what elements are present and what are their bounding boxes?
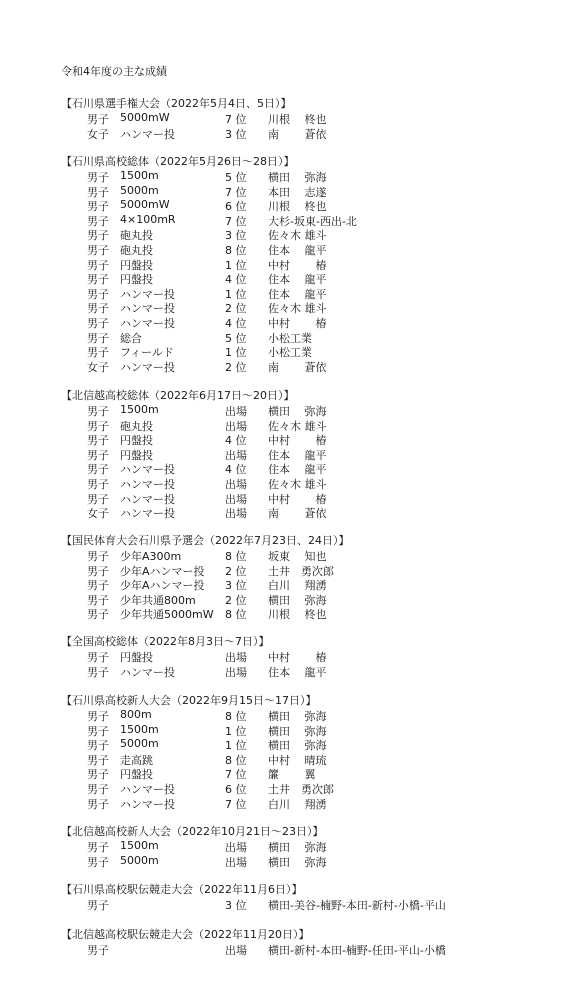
gender-cell: 男子 [87,797,109,811]
event-cell: ハンマー投 [120,302,175,316]
result-cell: 4 位 [225,317,247,330]
result-cell: 2 位 [225,564,247,578]
gender-cell: 男子 [87,855,109,869]
result-cell: 4 位 [225,273,247,287]
event-cell: 砲丸投 [120,419,153,433]
name-cell: 土井 勇次郎 [268,783,334,796]
result-cell: 7 位 [225,113,247,126]
result-cell: 2 位 [225,302,247,316]
event-cell: ハンマー投 [120,317,175,330]
name-cell: 横田 弥海 [268,171,327,184]
name-cell: 住本 龍平 [268,463,327,477]
name-cell: 坂東 知也 [268,550,327,563]
event-cell: 円盤投 [120,768,153,782]
gender-cell: 男子 [87,171,109,184]
event-cell: 5000m [120,853,159,867]
event-cell: 1500m [120,169,159,182]
event-cell: 円盤投 [120,434,153,448]
name-cell: 住本 龍平 [268,244,327,257]
name-cell: 簾 翼 [268,768,316,782]
name-cell: 本田 志遂 [268,185,327,199]
result-cell: 2 位 [225,593,247,607]
name-cell: 横田 弥海 [268,710,327,723]
gender-cell: 男子 [87,200,109,214]
event-cell: 円盤投 [120,651,153,664]
event-cell: 少年Aハンマー投 [120,564,205,578]
name-cell: 佐々木 雄斗 [268,302,327,316]
name-cell: 横田 弥海 [268,724,327,738]
event-cell: 1500m [120,839,159,852]
gender-cell: 男子 [87,317,109,330]
gender-cell: 女子 [87,360,109,374]
event-cell: 800m [120,708,152,721]
gender-cell: 男子 [87,229,109,243]
result-cell: 8 位 [225,550,247,563]
result-cell: 3 位 [225,229,247,243]
name-cell: 大杉-坂東-西出-北 [268,214,357,228]
gender-cell: 男子 [87,841,109,854]
event-cell: ハンマー投 [120,287,175,301]
event-cell: 少年共通5000mW [120,608,214,622]
gender-cell: 男子 [87,478,109,491]
gender-cell: 男子 [87,492,109,506]
section-title: 【石川県高校新人大会（2022年9月15日～17日）】 [61,694,317,707]
event-cell: ハンマー投 [120,478,175,491]
result-cell: 出場 [225,405,247,418]
gender-cell: 男子 [87,113,109,126]
event-cell: 5000mW [120,198,170,212]
name-cell: 南 蒼依 [268,507,327,521]
name-cell: 土井 勇次郎 [268,564,334,578]
gender-cell: 男子 [87,564,109,578]
gender-cell: 男子 [87,448,109,462]
name-cell: 佐々木 雄斗 [268,229,327,243]
gender-cell: 女子 [87,507,109,521]
event-cell: 少年A300m [120,550,182,563]
name-cell: 横田-新村-本田-楠野-任田-平山-小橋 [268,944,446,957]
gender-cell: 男子 [87,944,109,957]
result-cell: 出場 [225,944,247,957]
section-title: 【北信越高校駅伝競走大会（2022年11月20日）】 [61,928,310,941]
result-cell: 8 位 [225,710,247,723]
gender-cell: 男子 [87,593,109,607]
name-cell: 横田 弥海 [268,841,327,854]
event-cell: ハンマー投 [120,492,175,506]
result-cell: 8 位 [225,244,247,257]
name-cell: 中村 椿 [268,651,327,664]
result-cell: 4 位 [225,434,247,448]
name-cell: 中村 椿 [268,492,327,506]
page-title: 令和4年度の主な成績 [61,65,167,78]
name-cell: 佐々木 雄斗 [268,419,327,433]
result-cell: 7 位 [225,214,247,228]
result-cell: 出場 [225,507,247,521]
result-cell: 1 位 [225,724,247,738]
section-title: 【石川県選手権大会（2022年5月4日、5日）】 [61,97,292,110]
section-title: 【石川県高校駅伝競走大会（2022年11月6日）】 [61,883,303,896]
name-cell: 中村 椿 [268,258,327,272]
result-cell: 3 位 [225,899,247,912]
name-cell: 南 蒼依 [268,127,327,141]
result-cell: 1 位 [225,258,247,272]
gender-cell: 男子 [87,214,109,228]
event-cell: ハンマー投 [120,463,175,477]
event-cell: 少年共通800m [120,593,196,607]
result-cell: 出場 [225,665,247,679]
result-cell: 出場 [225,651,247,664]
result-cell: 1 位 [225,346,247,360]
gender-cell: 男子 [87,302,109,316]
result-cell: 出場 [225,841,247,854]
result-cell: 1 位 [225,287,247,301]
result-cell: 出場 [225,419,247,433]
name-cell: 横田 弥海 [268,855,327,869]
result-cell: 1 位 [225,739,247,753]
result-cell: 出場 [225,448,247,462]
result-cell: 6 位 [225,200,247,214]
name-cell: 横田 弥海 [268,405,327,418]
result-cell: 6 位 [225,783,247,796]
event-cell: ハンマー投 [120,797,175,811]
event-cell: 少年Aハンマー投 [120,579,205,593]
gender-cell: 男子 [87,579,109,593]
result-cell: 2 位 [225,360,247,374]
name-cell: 横田 弥海 [268,739,327,753]
name-cell: 中村 晴琉 [268,753,327,767]
name-cell: 住本 龍平 [268,287,327,301]
gender-cell: 女子 [87,127,109,141]
section-title: 【北信越高校総体（2022年6月17日～20日）】 [61,389,295,402]
name-cell: 佐々木 雄斗 [268,478,327,491]
result-cell: 7 位 [225,797,247,811]
gender-cell: 男子 [87,419,109,433]
gender-cell: 男子 [87,651,109,664]
event-cell: ハンマー投 [120,360,175,374]
event-cell: 5000m [120,183,159,197]
name-cell: 川根 柊也 [268,200,327,214]
name-cell: 白川 翔湧 [268,797,327,811]
gender-cell: 男子 [87,346,109,360]
event-cell: 砲丸投 [120,229,153,243]
name-cell: 南 蒼依 [268,360,327,374]
event-cell: 円盤投 [120,273,153,287]
event-cell: ハンマー投 [120,665,175,679]
gender-cell: 男子 [87,185,109,199]
result-cell: 3 位 [225,127,247,141]
gender-cell: 男子 [87,783,109,796]
event-cell: 走高跳 [120,753,153,767]
gender-cell: 男子 [87,753,109,767]
name-cell: 川根 柊也 [268,608,327,622]
event-cell: ハンマー投 [120,507,175,521]
gender-cell: 男子 [87,724,109,738]
section-title: 【石川県高校総体（2022年5月26日～28日）】 [61,155,295,168]
event-cell: ハンマー投 [120,783,175,796]
gender-cell: 男子 [87,258,109,272]
event-cell: 1500m [120,403,159,416]
name-cell: 中村 椿 [268,317,327,330]
name-cell: 横田-美谷-楠野-本田-新村-小橋-平山 [268,899,446,912]
event-cell: 総合 [120,331,142,345]
gender-cell: 男子 [87,331,109,345]
name-cell: 住本 龍平 [268,448,327,462]
gender-cell: 男子 [87,608,109,622]
result-cell: 3 位 [225,579,247,593]
gender-cell: 男子 [87,463,109,477]
event-cell: 砲丸投 [120,244,153,257]
result-cell: 5 位 [225,171,247,184]
gender-cell: 男子 [87,405,109,418]
result-cell: 8 位 [225,608,247,622]
gender-cell: 男子 [87,434,109,448]
gender-cell: 男子 [87,739,109,753]
result-cell: 5 位 [225,331,247,345]
result-cell: 7 位 [225,185,247,199]
name-cell: 川根 柊也 [268,113,327,126]
event-cell: 4×100mR [120,212,176,226]
event-cell: 円盤投 [120,448,153,462]
result-cell: 4 位 [225,463,247,477]
gender-cell: 男子 [87,665,109,679]
gender-cell: 男子 [87,710,109,723]
result-cell: 出場 [225,478,247,491]
name-cell: 横田 弥海 [268,593,327,607]
result-cell: 出場 [225,492,247,506]
section-title: 【北信越高校新人大会（2022年10月21日～23日）】 [61,825,324,838]
gender-cell: 男子 [87,287,109,301]
section-title: 【全国高校総体（2022年8月3日～7日）】 [61,635,270,648]
name-cell: 小松工業 [268,346,312,360]
gender-cell: 男子 [87,273,109,287]
section-title: 【国民体育大会石川県予選会（2022年7月23日、24日）】 [61,534,350,547]
name-cell: 住本 龍平 [268,665,327,679]
gender-cell: 男子 [87,899,109,912]
gender-cell: 男子 [87,244,109,257]
event-cell: 5000mW [120,111,170,124]
name-cell: 住本 龍平 [268,273,327,287]
gender-cell: 男子 [87,550,109,563]
event-cell: フィールド [120,346,174,360]
name-cell: 小松工業 [268,331,312,345]
result-cell: 出場 [225,855,247,869]
result-cell: 8 位 [225,753,247,767]
result-cell: 7 位 [225,768,247,782]
gender-cell: 男子 [87,768,109,782]
name-cell: 白川 翔湧 [268,579,327,593]
event-cell: 5000m [120,737,159,751]
name-cell: 中村 椿 [268,434,327,448]
event-cell: ハンマー投 [120,127,175,141]
event-cell: 円盤投 [120,258,153,272]
event-cell: 1500m [120,722,159,736]
